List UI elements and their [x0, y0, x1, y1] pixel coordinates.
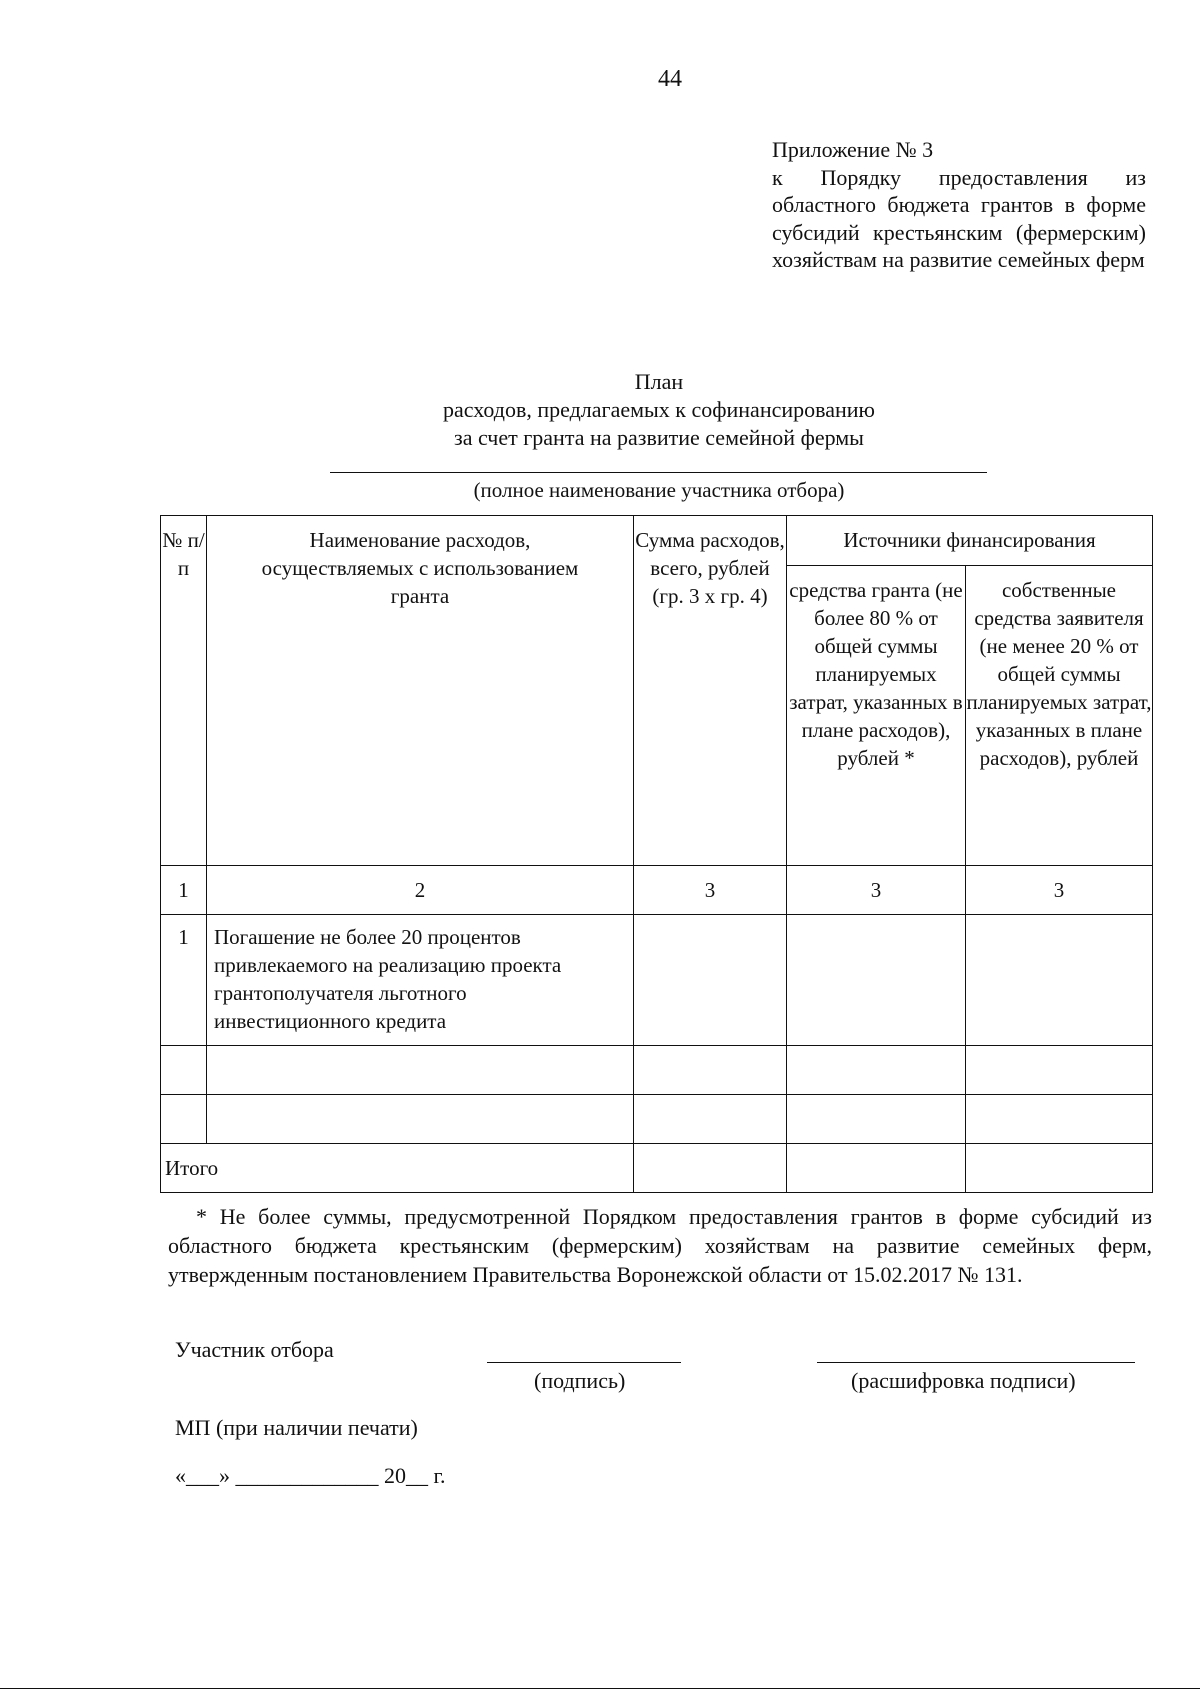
- total-grant-cell[interactable]: [787, 1144, 966, 1193]
- signature-caption: (подпись): [534, 1368, 626, 1393]
- table-row: [161, 1046, 1153, 1095]
- column-number: 3: [966, 866, 1153, 915]
- page-number: 44: [658, 66, 682, 92]
- total-own-cell[interactable]: [966, 1144, 1153, 1193]
- total-row: [161, 1144, 1153, 1193]
- row-own-cell[interactable]: [966, 915, 1153, 1046]
- total-sum-cell[interactable]: [634, 1144, 787, 1193]
- header-grant-funds: средства гранта (не более 80 % от общей суммы планируемых затрат, указанных в плане расходов), рублей *: [787, 566, 966, 866]
- table-header-row: [161, 516, 1153, 566]
- header-num: № п/п: [161, 516, 207, 866]
- plan-title: [0, 368, 1200, 452]
- participant-name-line[interactable]: [330, 472, 987, 473]
- participant-name-caption: (полное наименование участника отбора): [473, 478, 845, 502]
- column-number: 1: [161, 866, 207, 915]
- row-grant-cell[interactable]: [787, 1095, 966, 1144]
- row-num-cell[interactable]: [161, 1095, 207, 1144]
- header-expense-name: Наименование расходов, осуществляемых с использованием гранта: [207, 516, 634, 866]
- column-number: 2: [207, 866, 634, 915]
- row-name-cell[interactable]: [207, 1095, 634, 1144]
- column-number: 3: [634, 866, 787, 915]
- participant-label: Участник отбора: [175, 1337, 334, 1362]
- appendix-body: к Порядку предоставления из областного бюджета грантов в форме субсидий крестьянским (фермерским) хозяйствам на развитие семейных ферм: [772, 164, 1146, 272]
- table-row: [161, 915, 1153, 1046]
- table-row: [161, 1095, 1153, 1144]
- row-sum-cell[interactable]: [634, 1095, 787, 1144]
- plan-title-line-1: План: [634, 369, 684, 394]
- row-sum-cell[interactable]: [634, 1046, 787, 1095]
- row-grant-cell[interactable]: [787, 915, 966, 1046]
- signature-line[interactable]: [487, 1362, 681, 1363]
- signature-decoding-caption: (расшифровка подписи): [851, 1368, 1076, 1393]
- row-own-cell[interactable]: [966, 1095, 1153, 1144]
- row-name-cell[interactable]: [207, 1046, 634, 1095]
- signature-decoding-line[interactable]: [817, 1362, 1135, 1363]
- column-number: 3: [787, 866, 966, 915]
- expense-plan-table: [160, 515, 1153, 1193]
- row-grant-cell[interactable]: [787, 1046, 966, 1095]
- plan-title-line-2: расходов, предлагаемых к софинансированию: [443, 397, 875, 422]
- row-name-cell: Погашение не более 20 процентов привлекаемого на реализацию проекта грантополучателя льготного инвестиционного кредита: [207, 915, 634, 1046]
- appendix-title: Приложение № 3: [772, 137, 934, 162]
- row-own-cell[interactable]: [966, 1046, 1153, 1095]
- total-label: Итого: [161, 1144, 634, 1193]
- row-num-cell: 1: [161, 915, 207, 1046]
- footnote: * Не более суммы, предусмотренной Порядком предоставления грантов в форме субсидий из областного бюджета крестьянским (фермерским) хозяйствам на развитие семейных ферм, утвержденным постановлением Правительства Воронежской области от 15.02.2017 № 131.: [168, 1204, 1152, 1287]
- column-number-row: [161, 866, 1153, 915]
- row-num-cell[interactable]: [161, 1046, 207, 1095]
- header-total-sum: Сумма расходов, всего, рублей (гр. 3 х гр. 4): [634, 516, 787, 866]
- row-sum-cell[interactable]: [634, 915, 787, 1046]
- header-own-funds: собственные средства заявителя (не менее 20 % от общей суммы планируемых затрат, указанных в плане расходов), рублей: [966, 566, 1153, 866]
- page-bottom-rule: [0, 1688, 1200, 1689]
- header-funding-sources: Источники финансирования: [787, 516, 1153, 566]
- plan-title-line-3: за счет гранта на развитие семейной фермы: [454, 425, 864, 450]
- stamp-label: МП (при наличии печати): [175, 1415, 418, 1440]
- appendix-block: [772, 136, 1146, 274]
- date-line: «___» _____________ 20__ г.: [175, 1463, 446, 1488]
